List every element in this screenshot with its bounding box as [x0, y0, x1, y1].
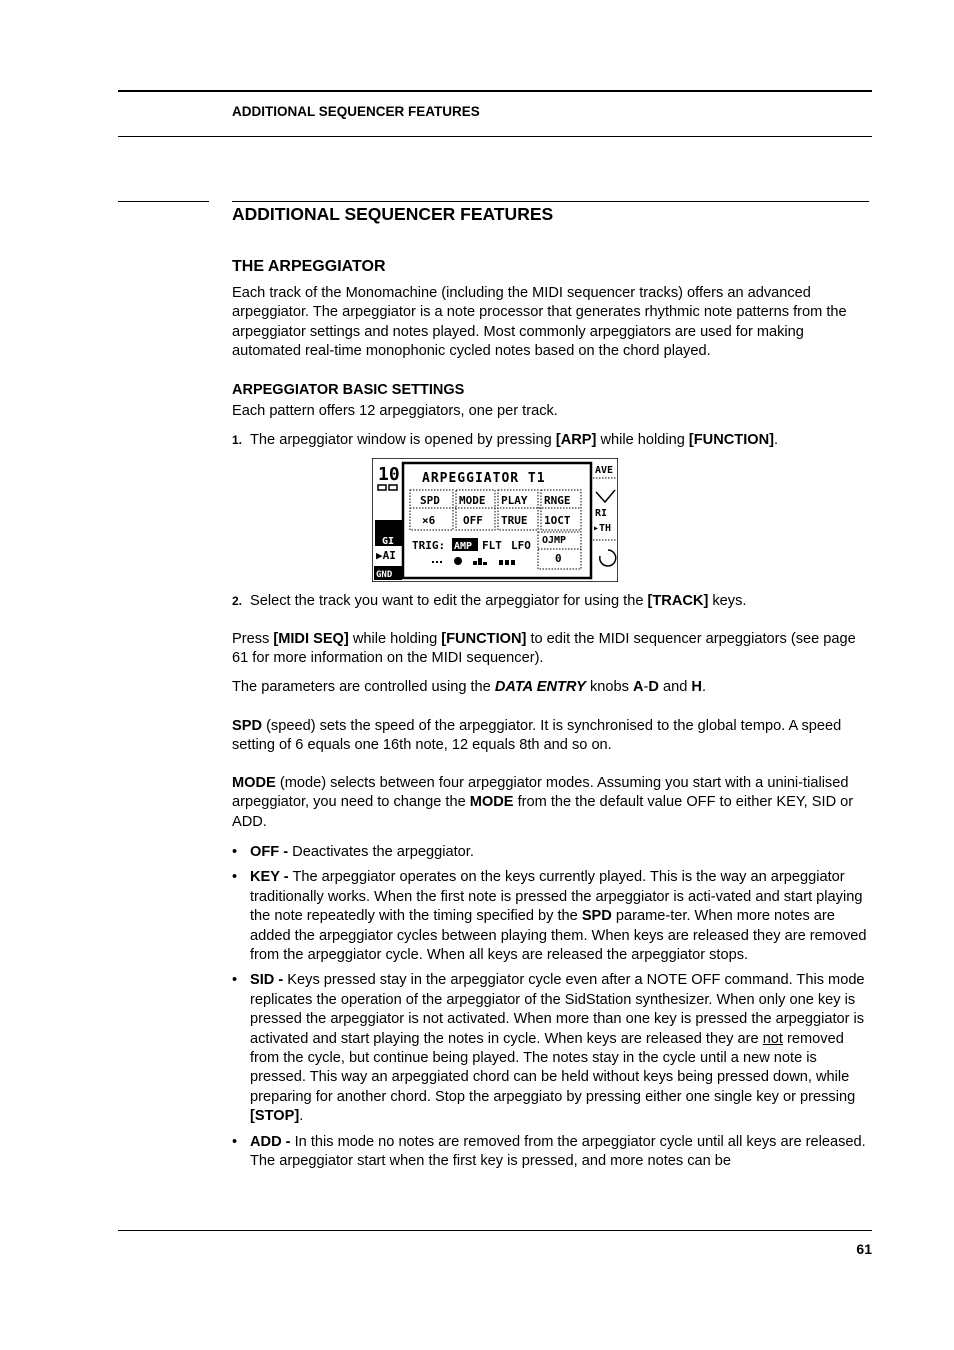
page-number: 61 [856, 1241, 872, 1257]
key-track: [TRACK] [647, 593, 709, 609]
text: to edit the MIDI sequencer arpeggiators (see page 61 for more information on the MIDI sequencer). [232, 631, 856, 667]
running-header: ADDITIONAL SEQUENCER FEATURES [232, 104, 480, 119]
lcd-left-label-2: ▶AI [376, 549, 396, 562]
step-number: 2. [232, 594, 243, 608]
bullet-text: parame-ter. When more notes are added the arpeggiator cycles between playing them. When keys are released they are removed from the arpeggiator cycle. When all keys are released the arpeggiator stops. [250, 908, 867, 964]
lcd-trig-lfo: LFO [511, 539, 531, 552]
lcd-col-play: PLAY [501, 494, 528, 507]
bullet-text: In this mode no notes are removed from the arpeggiator cycle until all keys are released. The arpeggiator start when the first key is pressed, and more notes can be [250, 1133, 866, 1170]
step-text: . [774, 432, 779, 448]
lcd-col-mode: MODE [459, 494, 486, 507]
step-text: while holding [596, 432, 689, 448]
spd-paragraph [232, 717, 872, 756]
step-2 [232, 592, 872, 611]
step-text: Select the track you want to edit the arpeggiator for using the [250, 593, 648, 609]
knob-h: H [691, 679, 702, 695]
text: . [701, 679, 707, 695]
lcd-right-label-3: ▸TH [593, 523, 612, 534]
lcd-trig-label: TRIG: [412, 539, 446, 552]
intro-text: Each track of the Monomachine (including the MIDI sequencer tracks) offers an advanced arpeggiator. The arpeggiator is a note processor that generates rhythmic note patterns from the arpeggiator settings and notes played. Most commonly arpeggiators are used for making automated real-time monophonic cycled notes based on the chord played. [232, 285, 847, 360]
key-stop: [STOP] [250, 1108, 300, 1125]
header-bottom-rule [118, 136, 872, 137]
section-left-rule [118, 201, 209, 202]
bullet-term: ADD - [250, 1133, 291, 1150]
subsection-title: THE ARPEGGIATOR [232, 258, 386, 275]
step-text: keys. [708, 593, 747, 609]
text: - [643, 679, 649, 695]
data-entry-term: DATA ENTRY [494, 679, 586, 695]
text: The parameters are controlled using the [232, 679, 495, 695]
lcd-track-number: 10 [378, 464, 400, 485]
intro-paragraph [232, 284, 872, 362]
text: (mode) selects between four arpeggiator modes. Assuming you start with a unini-tialised arpeggiator, you need to change the [232, 775, 849, 811]
text: and [658, 679, 692, 695]
lcd-val-spd: ×6 [422, 514, 436, 527]
mode-bullet-list [232, 843, 876, 1172]
lcd-right-label-1: AVE [595, 465, 614, 476]
text: from the the default value OFF to either KEY, SID or ADD. [232, 794, 854, 830]
bullet-text: Keys pressed stay in the arpeggiator cycle even after a NOTE OFF command. This mode replicates the operation of the arpeggiator of the SidStation synthesizer. When only one key is pressed the arpeggiator is not activated. When more than one key is pressed the arpeggiator is activated and start playing the notes in cycle. When keys are released they are [250, 972, 865, 1047]
lcd-trig-flt: FLT [482, 539, 502, 552]
params-paragraph [232, 678, 872, 697]
lcd-val-rnge: 1OCT [544, 514, 571, 527]
bullet-icon: • [232, 972, 238, 989]
lcd-ojmp-value: 0 [555, 552, 562, 565]
bullet-term: OFF - [250, 844, 289, 860]
key-function: [FUNCTION] [688, 432, 775, 448]
bullet-term: SID - [250, 972, 284, 989]
spd-term: SPD [581, 908, 612, 925]
midi-seq-paragraph [232, 630, 872, 669]
key-arp: [ARP] [555, 432, 597, 448]
mode-term: MODE [232, 775, 276, 791]
knob-d: D [648, 679, 659, 695]
basic-settings-text: Each pattern offers 12 arpeggiators, one per track. [232, 403, 558, 419]
text: Press [232, 631, 274, 647]
lcd-title: ARPEGGIATOR T1 [422, 471, 546, 486]
text: knobs [585, 679, 633, 695]
lcd-col-spd: SPD [420, 494, 440, 507]
lcd-left-label-1: GI [382, 536, 395, 547]
lcd-right-label-2: RI [595, 508, 608, 519]
list-item-key [232, 868, 876, 965]
bullet-text: . [299, 1108, 304, 1125]
lcd-val-play: TRUE [501, 514, 528, 527]
mode-paragraph [232, 774, 872, 832]
bullet-text: removed from the cycle, but continue being played. The notes stay in the cycle until a new note is pressed. This way an arpeggiated chord can be held without keys being pressed down, while preparing for another chord. Stop the arpeggiato by pressing either one single key or pressing [250, 1030, 856, 1105]
key-function: [FUNCTION] [441, 631, 527, 647]
mode-term: MODE [469, 794, 514, 811]
bullet-icon: • [232, 844, 238, 860]
list-item-off [232, 843, 876, 862]
section-title: ADDITIONAL SEQUENCER FEATURES [232, 204, 554, 224]
lcd-val-mode: OFF [463, 514, 483, 527]
bullet-term: KEY - [250, 869, 289, 886]
lcd-left-label-3: GND [376, 570, 393, 580]
bullet-icon: • [232, 1133, 238, 1150]
step-1 [232, 431, 872, 450]
text: (speed) sets the speed of the arpeggiator. It is synchronised to the global tempo. A speed setting of 6 equals one 16th note, 12 equals 8th and so on. [232, 718, 842, 754]
list-item-sid [232, 971, 876, 1126]
bullet-text: The arpeggiator operates on the keys currently played. This is the way an arpeggiator traditionally works. When the first note is pressed the arpeggiator is acti-vated and start playing the note repeatedly with the timing specified by the [250, 869, 863, 925]
knob-a: A [632, 679, 644, 695]
bullet-icon: • [232, 869, 238, 886]
lcd-col-rnge: RNGE [544, 494, 571, 507]
header-top-rule [118, 90, 872, 92]
underlined-word: not [762, 1030, 783, 1047]
footer-rule [118, 1230, 872, 1231]
text: while holding [348, 631, 442, 647]
spd-term: SPD [232, 718, 263, 734]
key-midi-seq: [MIDI SEQ] [273, 631, 349, 647]
step-number: 1. [232, 433, 243, 447]
bullet-text: Deactivates the arpeggiator. [288, 844, 474, 860]
section-rule [232, 201, 869, 202]
basic-settings-title: ARPEGGIATOR BASIC SETTINGS [232, 382, 465, 398]
lcd-trig-amp: AMP [454, 541, 473, 552]
arpeggiator-lcd-screenshot [372, 458, 618, 582]
list-item-add [232, 1133, 876, 1172]
step-text: The arpeggiator window is opened by pressing [250, 432, 556, 448]
lcd-ojmp-label: OJMP [542, 535, 567, 546]
